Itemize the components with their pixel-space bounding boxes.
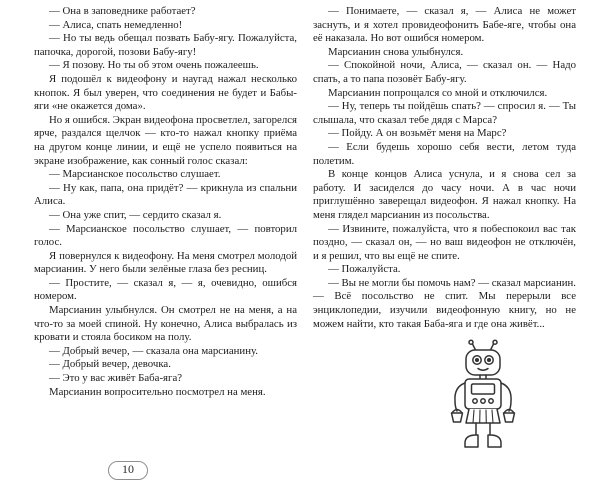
paragraph: Марсианин улыбнулся. Он смотрел не на меня, а на что-то за моей спиной. Ну конечно, Алиса выбралась из кровати и стояла босиком на полу. — [34, 304, 297, 344]
paragraph: — Простите, — сказал я, — я, очевидно, ошибся номером. — [34, 276, 297, 303]
paragraph: — Пожалуйста. — [328, 263, 401, 276]
paragraph: Марсианин вопросительно посмотрел на меня. — [49, 385, 266, 398]
paragraph: — Пойду. А он возьмёт меня на Марс? — [328, 127, 507, 140]
paragraph: — Ну, теперь ты пойдёшь спать? — спросил я. — Ты слышала, что сказал тебе дядя с Марса? — [313, 100, 576, 126]
paragraph: — Спокойной ночи, Алиса, — сказал он. — Надо спать, а то папа позовёт Бабу-ягу. — [313, 59, 576, 85]
paragraph: — Добрый вечер, — сказала она марсианину. — [49, 344, 258, 357]
left-column — [34, 5, 297, 451]
paragraph: — Алиса, спать немедленно! — [49, 18, 183, 31]
paragraph: — Я позову. Но ты об этом очень пожалеешь. — [49, 59, 259, 72]
paragraph: — Она в заповеднике работает? — [49, 5, 196, 17]
paragraph: — Извините, пожалуйста, что я побеспокоил вас так поздно, — сказал он, — но ваш видеофон не отключён, и я решил, что вы ещё не спите. — [313, 222, 576, 262]
paragraph: — Марсианское посольство слушает. — [49, 168, 221, 181]
page-number-badge — [108, 461, 148, 480]
paragraph: — Ну как, папа, она придёт? — крикнула из спальни Алиса. — [34, 181, 297, 208]
paragraph: — Понимаете, — сказал я, — Алиса не может заснуть, и я хотел провидеофонить Бабе-яге, чтобы она её наказала. Но вот ошибся номером. — [313, 5, 576, 45]
robot-illustration — [442, 339, 524, 451]
paragraph: В конце концов Алиса уснула, и я снова сел за работу. И засиделся до часу ночи. А в час ночи приглушённо заверещал видеофон. Я нажал кнопку. На меня глядел марсианин из посольства. — [313, 168, 576, 221]
paragraph: — Марсианское посольство слушает, — повторил голос. — [34, 222, 297, 249]
paragraph: — Добрый вечер, девочка. — [49, 358, 171, 371]
paragraph: Но я ошибся. Экран видеофона просветлел, загорелся ярче, раздался щелчок — кто-то нажал кнопку приёма на другом конце линии, и ещё не успело появиться на экране изображение, как сонный голос сказал: — [34, 113, 297, 167]
paragraph: — Это у вас живёт Баба-яга? — [49, 372, 183, 385]
paragraph: — Если будешь хорошо себя вести, летом туда полетим. — [313, 140, 576, 167]
paragraph: — Но ты ведь обещал позвать Бабу-ягу. Пожалуйста, папочка, дорогой, позови Бабу-ягу! — [34, 32, 297, 58]
right-column-text — [313, 5, 576, 331]
paragraph: Я повернулся к видеофону. На меня смотрел молодой марсианин. У него были зелёные глаза без ресниц. — [34, 249, 297, 276]
page-number: 10 — [122, 462, 134, 477]
robot-icon — [442, 339, 524, 451]
right-column — [313, 5, 576, 451]
paragraph: Марсианин попрощался со мной и отключился. — [328, 86, 548, 99]
paragraph: Я подошёл к видеофону и наугад нажал несколько кнопок. Я был уверен, что соединения не будет и Бабы-яги «не окажется дома». — [34, 72, 297, 113]
paragraph: — Она уже спит, — сердито сказал я. — [49, 208, 222, 221]
paragraph: — Вы не могли бы помочь нам? — сказал марсианин. — Всё посольство не спит. Мы перерыли все энциклопедии, изучили видеофонную книгу, но не можем найти, кто такая Баба-яга и где она живёт... — [313, 276, 576, 330]
paragraph: Марсианин снова улыбнулся. — [328, 45, 464, 58]
